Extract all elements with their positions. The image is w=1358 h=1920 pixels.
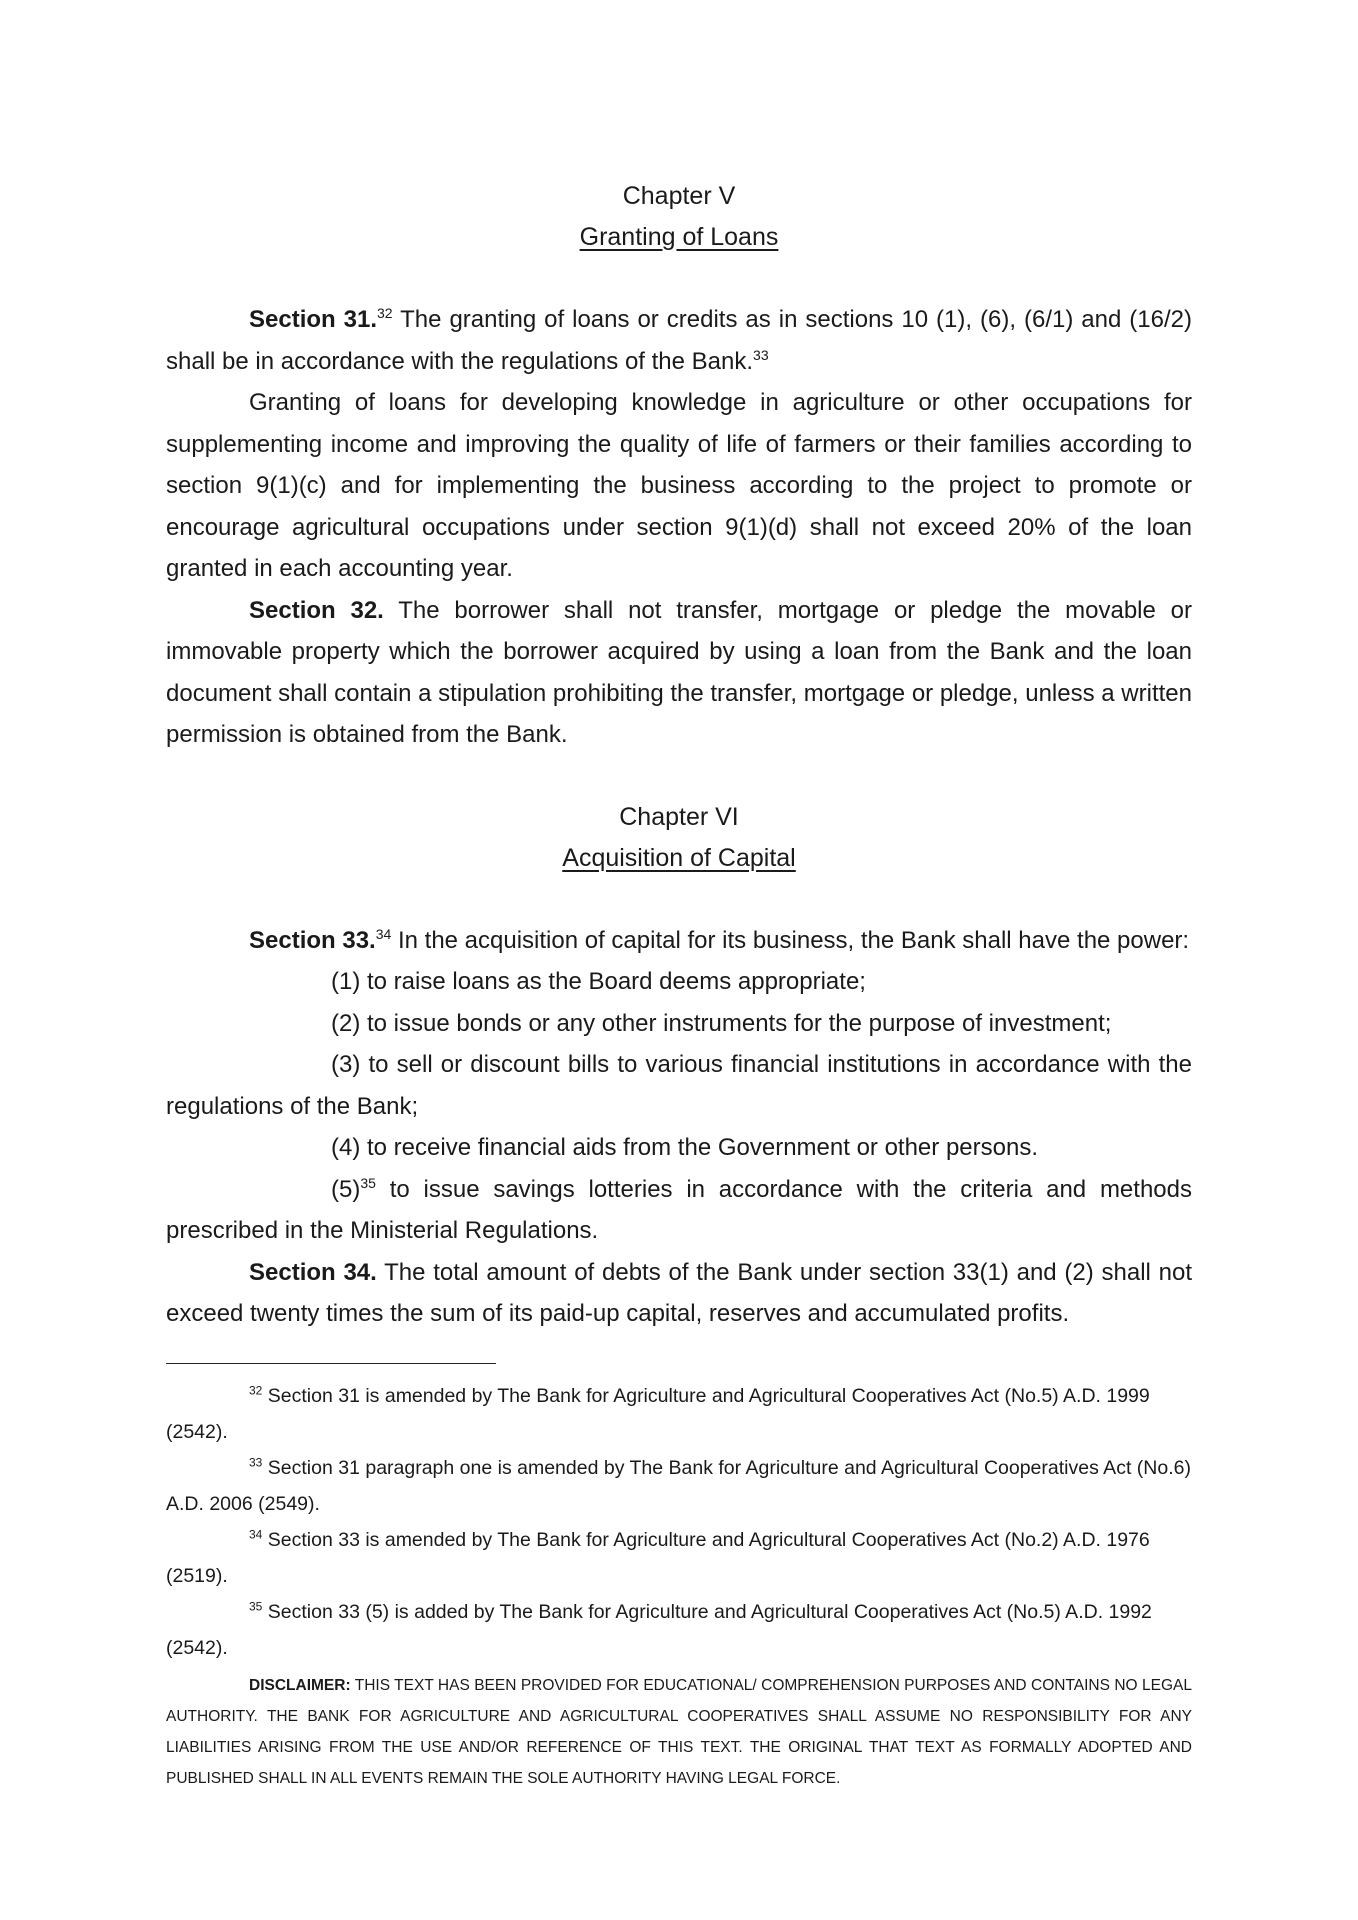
section-33-paragraph (166, 920, 1192, 962)
section-33-item-2: (2) to issue bonds or any other instruments for the purpose of investment; (331, 1009, 1112, 1037)
chapter-6-subtitle: Acquisition of Capital (562, 843, 796, 872)
chapter-6-title: Chapter VI (619, 802, 739, 831)
disclaimer (166, 1670, 1192, 1794)
footnote-number: 33 (249, 1455, 263, 1469)
footnote-34 (166, 1522, 1192, 1594)
section-33-text: In the acquisition of capital for its business, the Bank shall have the power: (391, 926, 1190, 954)
section-34-text: The total amount of debts of the Bank under section 33(1) and (2) shall not exceed twenty times the sum of its paid-up capital, reserves and accumulated profits. (166, 1258, 1192, 1327)
footnote-35 (166, 1594, 1192, 1666)
footnote-ref-33: 33 (753, 346, 769, 363)
section-32-text: The borrower shall not transfer, mortgage or pledge the movable or immovable property which the borrower acquired by using a loan from the Bank and the loan document shall contain a stipulation prohibiting the transfer, mortgage or pledge, unless a written permission is obtained from the Bank. (166, 596, 1192, 748)
section-33-item-4: (4) to receive financial aids from the Government or other persons. (331, 1134, 1038, 1161)
section-32-label: Section 32. (249, 596, 384, 624)
footnote-number: 34 (249, 1527, 263, 1541)
document-page (166, 176, 1192, 1794)
section-31-label: Section 31. (249, 306, 378, 333)
section-33-item-5 (166, 1169, 1192, 1252)
section-33-label: Section 33. (249, 926, 376, 954)
item-5-prefix: (5) (331, 1175, 361, 1203)
disclaimer-text: THIS TEXT HAS BEEN PROVIDED FOR EDUCATIONAL/ COMPREHENSION PURPOSES AND CONTAINS NO LEGAL AUTHORITY. THE BANK FOR AGRICULTURE AND AGRICULTURAL COOPERATIVES SHALL ASSUME NO RESPONSIBILITY FOR ANY LIABILITIES ARISING FROM THE USE AND/OR REFERENCE OF THIS TEXT. THE ORIGINAL THAT TEXT AS FORMALLY ADOPTED AND PUBLISHED SHALL IN ALL EVENTS REMAIN THE SOLE AUTHORITY HAVING LEGAL FORCE. (166, 1676, 1192, 1787)
section-33-item-1: (1) to raise loans as the Board deems appropriate; (331, 968, 866, 995)
disclaimer-label: DISCLAIMER: (249, 1676, 351, 1694)
footnote-number: 35 (249, 1599, 263, 1613)
footnote-text: Section 33 (5) is added by The Bank for Agriculture and Agricultural Cooperatives Act (No.5) A.D. 1992 (2542). (166, 1600, 1152, 1659)
chapter-5-title: Chapter V (622, 182, 736, 210)
section-32-paragraph (166, 590, 1192, 756)
footnote-ref-35: 35 (360, 1174, 376, 1191)
section-31-paragraph-two: Granting of loans for developing knowledge in agriculture or other occupations for supplementing income and improving the quality of life of farmers or their families according to section 9(1)(c) and for implementing the business according to the project to promote or encourage agricultural occupations under section 9(1)(d) shall not exceed 20% of the loan granted in each accounting year. (166, 389, 1192, 582)
footnote-text: Section 31 is amended by The Bank for Agriculture and Agricultural Cooperatives Act (No.5) A.D. 1999 (2542). (166, 1384, 1150, 1443)
section-31-text: The granting of loans or credits as in sections 10 (1), (6), (6/1) and (16/2) shall be in accordance with the regulations of the Bank. (166, 306, 1192, 375)
section-34-paragraph (166, 1252, 1192, 1335)
footnote-ref-32: 32 (377, 305, 393, 321)
footnote-32 (166, 1378, 1192, 1450)
item-5-text: to issue savings lotteries in accordance with the criteria and methods prescribed in the Ministerial Regulations. (166, 1175, 1192, 1244)
chapter-5-subtitle: Granting of Loans (579, 223, 779, 251)
footnote-33 (166, 1450, 1192, 1522)
footnote-number: 32 (249, 1383, 263, 1397)
footnote-ref-34: 34 (375, 925, 392, 942)
section-34-label: Section 34. (249, 1258, 377, 1286)
footnote-text: Section 31 paragraph one is amended by The Bank for Agriculture and Agricultural Cooperatives Act (No.6) A.D. 2006 (2549). (166, 1456, 1191, 1515)
footnote-divider (166, 1363, 496, 1364)
footnote-text: Section 33 is amended by The Bank for Agriculture and Agricultural Cooperatives Act (No.2) A.D. 1976 (2519). (166, 1528, 1150, 1587)
section-31-paragraph (166, 299, 1192, 382)
section-33-item-3: (3) to sell or discount bills to various financial institutions in accordance with the regulations of the Bank; (166, 1051, 1192, 1120)
